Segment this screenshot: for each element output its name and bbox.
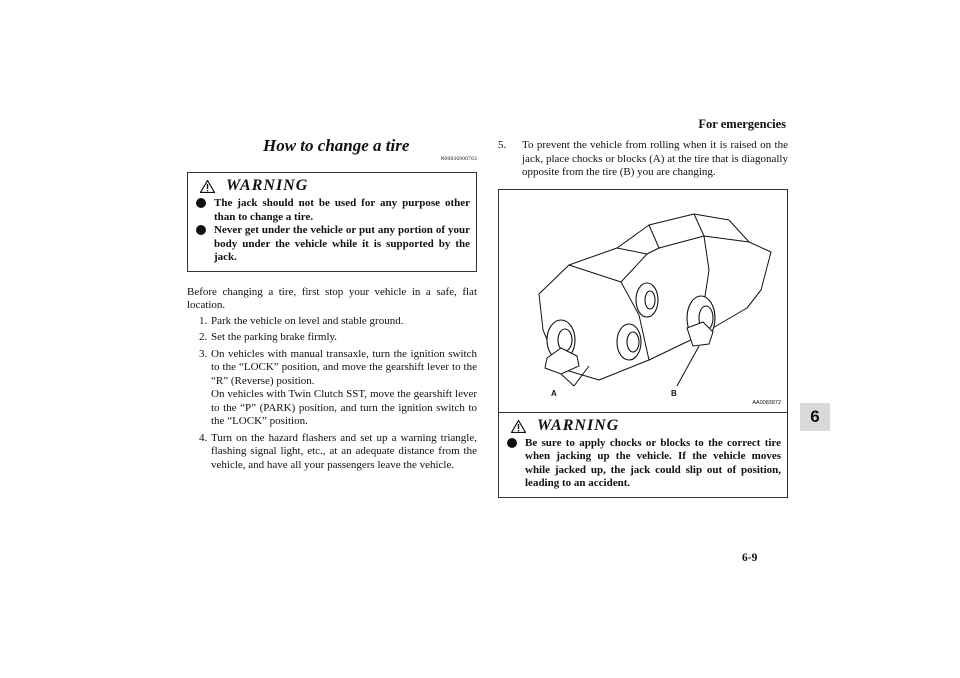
step-item (187, 315, 477, 329)
bullet-icon (196, 225, 206, 235)
warning-item-text: Never get under the vehicle or put any portion of your body under the vehicle while it is supported by the jack. (214, 224, 470, 263)
step-item (187, 432, 477, 473)
warning-header (507, 417, 781, 437)
step-text: To prevent the vehicle from rolling when it is raised on the jack, place chocks or blocks (A) at the tire that is diagonally opposite from the tire (B) you are changing. (522, 139, 788, 178)
page-number: 6-9 (742, 552, 758, 564)
vehicle-illustration (498, 189, 788, 413)
section-header: For emergencies (698, 117, 786, 131)
warning-item-text: The jack should not be used for any purpose other than to change a tire. (214, 197, 470, 223)
chapter-tab: 6 (800, 403, 830, 431)
step-item (187, 348, 477, 429)
bullet-icon (196, 198, 206, 208)
step-number: 3. (199, 347, 208, 360)
warning-item (507, 437, 781, 491)
step-text-continued: On vehicles with Twin Clutch SST, move the gearshift lever to the “P” (PARK) position, and turn the ignition switch to the “LOCK” position. (211, 388, 477, 427)
step-number: 4. (199, 431, 208, 444)
step-text: Turn on the hazard flashers and set up a warning triangle, flashing signal light, etc., at an adequate distance from the vehicle, and have all your passengers leave the vehicle. (211, 431, 477, 471)
step-number: 1. (199, 314, 208, 327)
warning-triangle-icon (511, 420, 526, 433)
label-b: B (671, 388, 677, 398)
doc-code: N00836900763 (440, 156, 477, 162)
intro-paragraph: Before changing a tire, first stop your vehicle in a safe, flat location. (187, 285, 477, 311)
right-column (498, 139, 788, 498)
warning-item-text: Be sure to apply chocks or blocks to the correct tire when jacking up the vehicle. If the vehicle moves while jacked up, the jack could slip out of position, leading to an accident. (525, 436, 781, 489)
step-number: 2. (199, 331, 208, 343)
bullet-icon (507, 438, 517, 448)
car-chock-diagram (499, 190, 787, 412)
warning-box (498, 413, 788, 498)
step-text: On vehicles with manual transaxle, turn the ignition switch to the “LOCK” position, and move the gearshift lever to the “R” (Reverse) position. (211, 347, 477, 387)
warning-header (196, 177, 470, 197)
figure-code: AA0083872 (752, 399, 781, 406)
steps-list (187, 315, 477, 473)
step-number: 5. (498, 139, 507, 151)
title-row (187, 136, 477, 164)
warning-list (196, 197, 470, 265)
left-column (187, 136, 477, 475)
step-text: Set the parking brake firmly. (211, 331, 338, 343)
step-item (498, 139, 788, 180)
warning-item (196, 224, 470, 265)
label-a: A (551, 388, 557, 398)
warning-title: WARNING (537, 416, 620, 434)
warning-list (507, 437, 781, 491)
page-title: How to change a tire (263, 136, 410, 155)
warning-item (196, 197, 470, 224)
warning-title: WARNING (226, 177, 309, 194)
warning-triangle-icon (200, 180, 215, 193)
step-text: Park the vehicle on level and stable ground. (211, 314, 404, 327)
warning-box (187, 172, 477, 272)
step-item (187, 331, 477, 345)
